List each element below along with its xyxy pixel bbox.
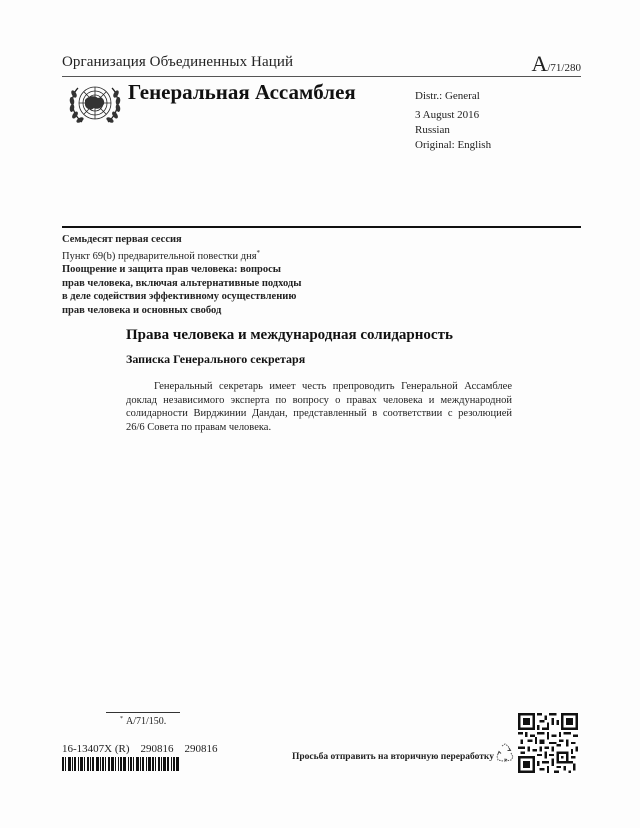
- date-code: 290816: [140, 743, 174, 755]
- document-number: 16-13407X (R): [62, 743, 130, 755]
- session-title: Семьдесят первая сессия: [62, 234, 182, 245]
- recycle-icon: [494, 742, 516, 764]
- session-block: [62, 233, 352, 317]
- recycle-notice: Просьба отправить на вторичную переработку: [292, 752, 494, 762]
- body-name: Генеральная Ассамблея: [128, 80, 356, 104]
- footnote-text: A/71/150.: [126, 716, 167, 727]
- footnote-marker: *: [120, 716, 123, 722]
- footnote: [120, 716, 166, 727]
- document-title: Права человека и международная солидарность: [126, 327, 453, 343]
- topic-line: Поощрение и защита прав человека: вопросы: [62, 264, 281, 275]
- agenda-item-text: Пункт 69(b) предварительной повестки дня: [62, 250, 257, 262]
- barcode: [62, 757, 222, 771]
- date: 3 August 2016: [415, 109, 480, 121]
- original-language: Original: English: [415, 139, 492, 151]
- date-code: 290816: [184, 743, 218, 755]
- topic-line: прав человека и основных свобод: [62, 304, 222, 316]
- body-paragraph: Генеральный секретарь имеет честь препроводить Генеральной Ассамблее доклад независимого эксперта по вопросу о правах человека и международной солидарности Вирджинии Дандан, представленный в соответствии с резолюцией 26/6 Совета по правам человека.: [126, 381, 512, 433]
- qr-code-icon: [518, 713, 578, 773]
- document-symbol: [531, 51, 581, 77]
- language: Russian: [415, 124, 450, 136]
- topic-line: в деле содействия эффективному осуществлению: [62, 291, 297, 302]
- section-rule: [62, 226, 581, 228]
- topic-line: прав человека, включая альтернативные подходы: [62, 277, 302, 289]
- un-emblem-icon: [64, 80, 126, 128]
- organization-name: Организация Объединенных Наций: [62, 54, 294, 70]
- symbol-prefix: A: [531, 51, 548, 76]
- document-meta: [415, 89, 491, 153]
- document-subtitle: Записка Генерального секретаря: [126, 352, 306, 366]
- distribution: Distr.: General: [415, 90, 480, 102]
- document-number-line: [62, 743, 218, 755]
- symbol-suffix: /71/280: [547, 62, 581, 74]
- agenda-item: [62, 247, 352, 264]
- header-rule: [62, 76, 581, 77]
- footnote-rule: [106, 712, 180, 713]
- agenda-footnote-marker: *: [256, 248, 261, 257]
